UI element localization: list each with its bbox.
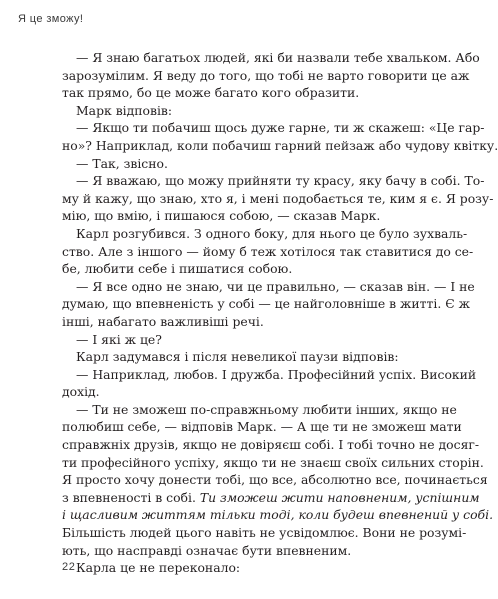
running-head: Я це зможу!	[18, 13, 84, 25]
text-line	[62, 489, 480, 507]
text-line	[62, 278, 475, 296]
body-text	[62, 49, 498, 577]
text-line	[62, 172, 485, 190]
line-text: зарозумілим. Я веду до того, що тобі не варто говорити це аж	[62, 67, 470, 83]
text-line	[62, 383, 414, 401]
line-text: — Ти не зможеш по-справжньому любити інших, якщо не	[76, 401, 457, 417]
text-line	[62, 524, 467, 542]
line-text: інші, набагато важливіші речі.	[62, 313, 264, 329]
text-line	[62, 454, 484, 472]
line-text: ти професійного успіху, якщо ти не знаєш своїх сильних сторін.	[62, 454, 484, 470]
text-line	[62, 119, 485, 137]
text-line	[62, 243, 474, 261]
page-number: 22	[62, 561, 76, 573]
text-line	[62, 313, 414, 331]
line-text: Марк відповів:	[76, 102, 173, 118]
line-text: справжніх друзів, якщо не довіряєш собі. І тобі точно не досяг-	[62, 437, 480, 453]
line-text: дохід.	[62, 384, 100, 400]
text-line	[62, 542, 414, 560]
line-text: но»? Наприклад, коли побачиш гарний пейзаж або чудову квітку.	[62, 137, 498, 153]
line-text: Більшість людей цього навіть не усвідомлює. Вони не розумі-	[62, 525, 467, 541]
line-text: — Я все одно не знаю, чи це правильно, — сказав він. — І не	[76, 278, 475, 294]
line-text: Карл задумався і після невеликої паузи відповів:	[76, 349, 399, 365]
text-line	[62, 471, 488, 489]
line-text: Я просто хочу донести тобі, що все, абсолютно все, починається	[62, 472, 488, 488]
line-text: му й кажу, що знаю, хто я, і мені подобається те, ким я є. Я розу-	[62, 190, 494, 206]
emphasis-text: Ти зможеш жити наповненим, успішним	[199, 489, 480, 505]
text-line	[62, 225, 468, 243]
line-text: — Я знаю багатьох людей, які би назвали тебе хвальком. Або	[76, 50, 480, 65]
text-line	[62, 436, 480, 454]
line-text: ють, що насправді означає бути впевненим.	[62, 542, 352, 558]
line-text: — І які ж це?	[76, 331, 162, 347]
text-line	[62, 67, 470, 85]
line-text: Карл розгубився. З одного боку, для нього це було зухваль-	[76, 225, 468, 241]
text-line	[62, 331, 414, 349]
line-text: бе, любити себе і пишатися собою.	[62, 261, 293, 277]
line-text: — Я вважаю, що можу прийняти ту красу, яку бачу в собі. То-	[76, 173, 485, 189]
line-text: — Наприклад, любов. І дружба. Професійний успіх. Високий	[76, 366, 477, 382]
text-line	[62, 506, 494, 524]
text-line	[62, 559, 414, 577]
text-line	[62, 49, 480, 67]
text-line	[62, 366, 477, 384]
line-text: — Так, звісно.	[76, 155, 168, 171]
text-line	[62, 401, 457, 419]
line-text: мію, що вмію, і пишаюся собою, — сказав Марк.	[62, 208, 381, 224]
line-text: Карла це не переконало:	[76, 560, 241, 576]
text-line	[62, 418, 462, 436]
text-line	[62, 84, 414, 102]
line-text: з впевненості в собі.	[62, 489, 196, 505]
emphasis-text: і щасливим життям тільки тоді, коли будеш впевнений у собі.	[62, 507, 494, 523]
line-text: полюбиш себе, — відповів Марк. — А ще ти не зможеш мати	[62, 419, 462, 435]
text-line	[62, 260, 414, 278]
text-line	[62, 155, 414, 173]
line-text: ство. Але з іншого — йому б теж хотілося так ставитися до се-	[62, 243, 474, 259]
text-line	[62, 207, 414, 225]
text-line	[62, 295, 471, 313]
text-line	[62, 137, 498, 155]
line-text: думаю, що впевненість у собі — це найголовніше в житті. Є ж	[62, 296, 471, 312]
text-line	[62, 348, 414, 366]
line-text: — Якщо ти побачиш щось дуже гарне, ти ж скажеш: «Це гар-	[76, 120, 485, 136]
text-line	[62, 102, 414, 120]
line-text: так прямо, бо це може багато кого образити.	[62, 85, 360, 101]
text-line	[62, 190, 494, 208]
